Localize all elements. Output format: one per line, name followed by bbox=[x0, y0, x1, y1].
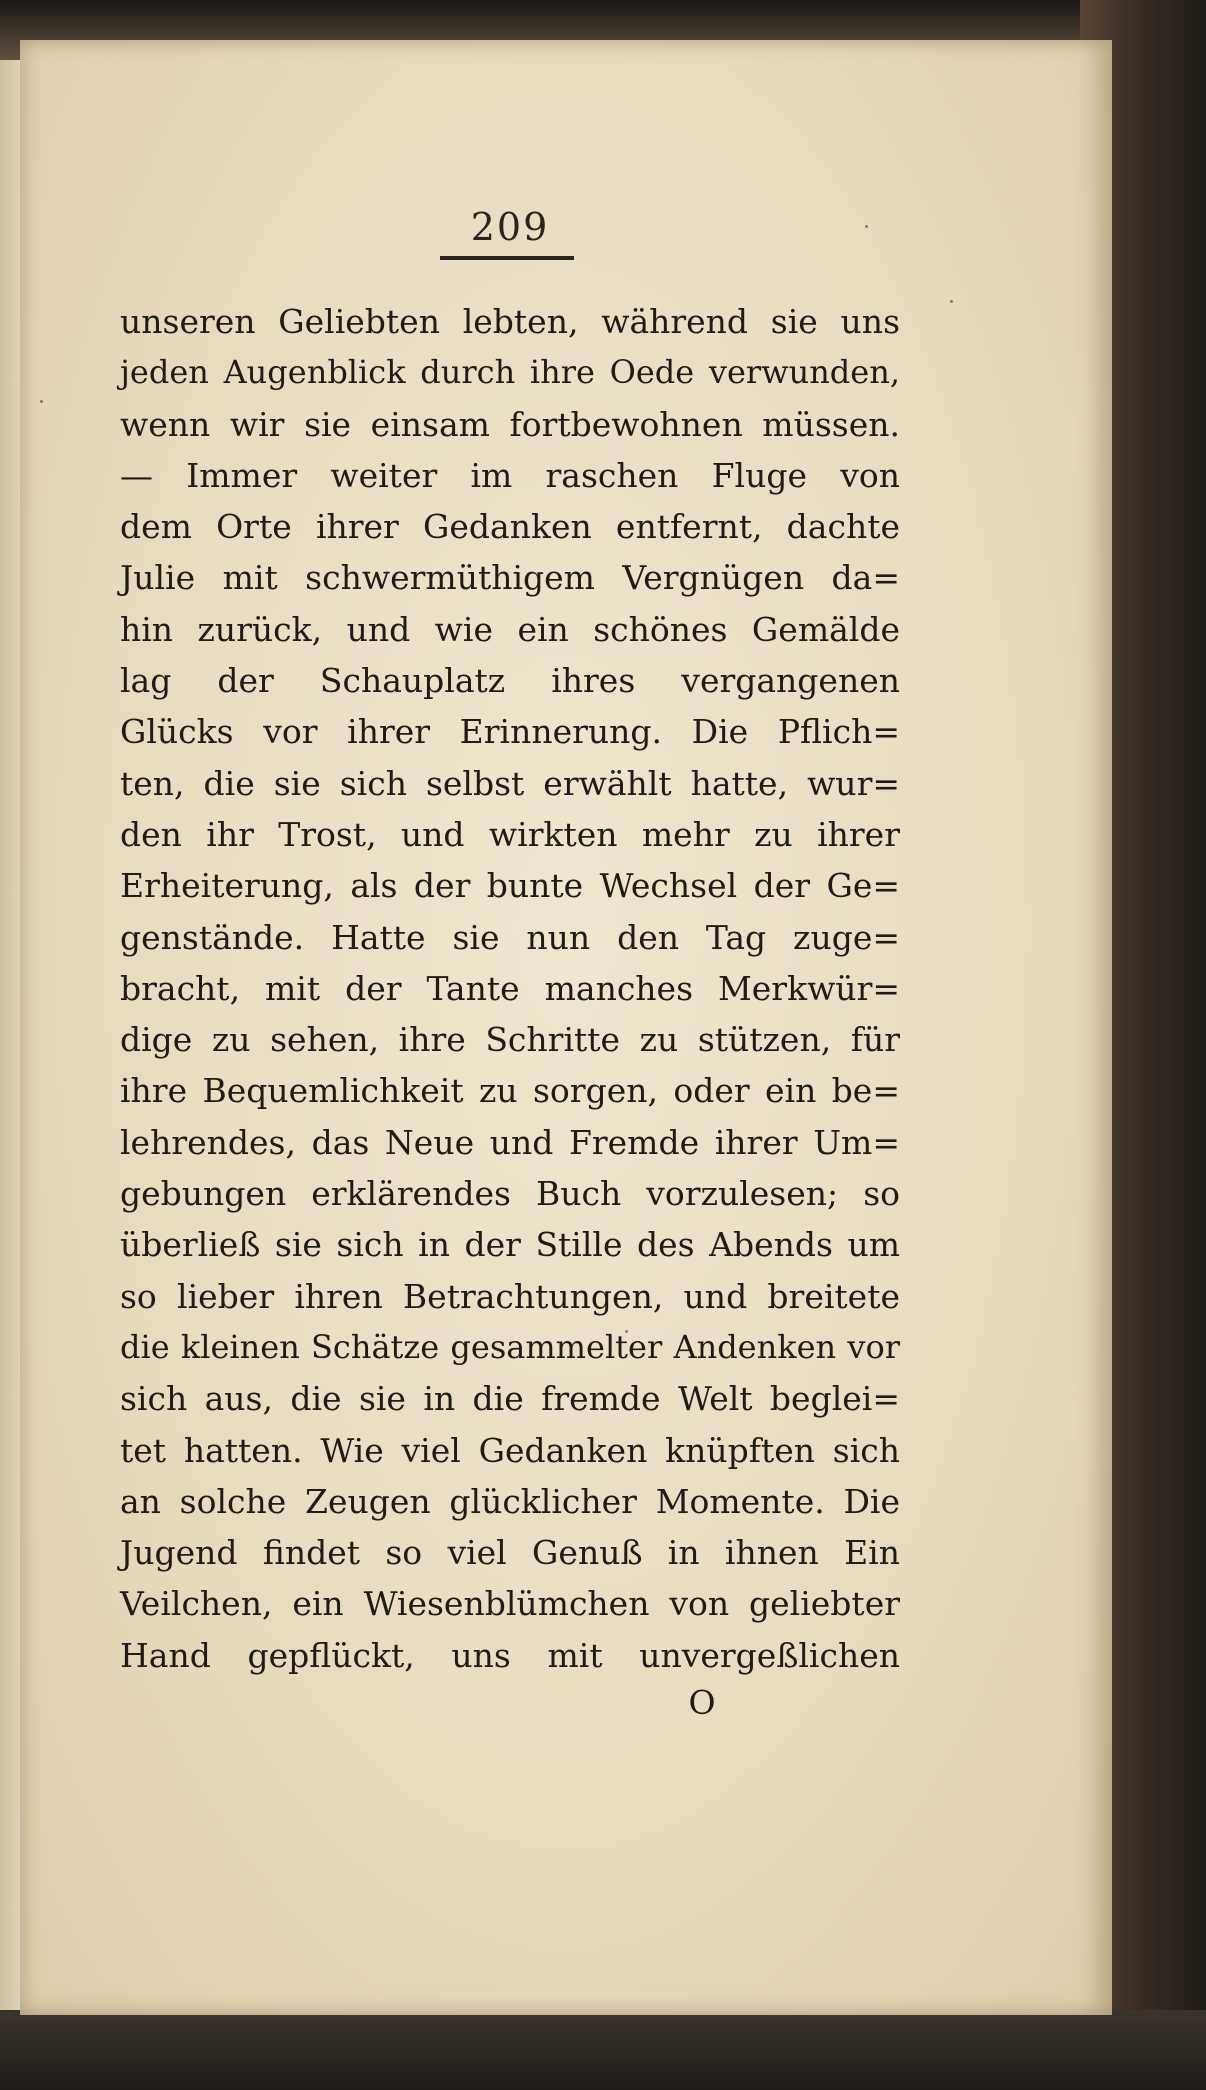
text-line: bracht, mit der Tante manches Merkwür= bbox=[120, 968, 900, 1008]
text-line: den ihr Trost, und wirkten mehr zu ihrer bbox=[120, 814, 900, 854]
text-line: die kleinen Schätze gesammelter Andenken vor bbox=[120, 1327, 900, 1366]
text-line: jeden Augenblick durch ihre Oede verwunden, bbox=[120, 353, 900, 392]
text-line: so lieber ihren Betrachtungen, und breitete bbox=[120, 1276, 900, 1316]
text-line: — Immer weiter im raschen Fluge von bbox=[120, 455, 900, 495]
paper-speck bbox=[40, 400, 43, 403]
text-line: Veilchen, ein Wiesenblümchen von geliebter bbox=[120, 1584, 900, 1624]
text-line: Julie mit schwermüthigem Vergnügen da= bbox=[120, 558, 900, 598]
paper-speck bbox=[865, 225, 868, 228]
catchword: O bbox=[688, 1683, 716, 1722]
text-line: hin zurück, und wie ein schönes Gemälde bbox=[120, 609, 900, 649]
text-line: tet hatten. Wie viel Gedanken knüpften sich bbox=[120, 1430, 900, 1470]
paper-speck bbox=[950, 300, 953, 303]
header-rule bbox=[440, 256, 574, 260]
page-number: 209 bbox=[470, 205, 550, 249]
text-line: Erheiterung, als der bunte Wechsel der Ge= bbox=[120, 866, 900, 906]
text-line: ihre Bequemlichkeit zu sorgen, oder ein be= bbox=[120, 1071, 900, 1111]
text-line: unseren Geliebten lebten, während sie uns bbox=[120, 302, 900, 341]
text-line: gebungen erklärendes Buch vorzulesen; so bbox=[120, 1174, 900, 1214]
book-cover-bottom bbox=[0, 2010, 1206, 2090]
text-line: lehrendes, das Neue und Fremde ihrer Um= bbox=[120, 1122, 900, 1162]
text-line: Hand gepflückt, uns mit unvergeßlichen bbox=[120, 1635, 900, 1675]
text-line: an solche Zeugen glücklicher Momente. Die bbox=[120, 1481, 900, 1521]
text-line: genstände. Hatte sie nun den Tag zuge= bbox=[120, 917, 900, 957]
text-line: lag der Schauplatz ihres vergangenen bbox=[120, 661, 900, 701]
text-line: dige zu sehen, ihre Schritte zu stützen, für bbox=[120, 1020, 900, 1060]
text-line: dem Orte ihrer Gedanken entfernt, dachte bbox=[120, 507, 900, 547]
text-line: Jugend findet so viel Genuß in ihnen Ein bbox=[120, 1533, 900, 1573]
text-line: überließ sie sich in der Stille des Abends um bbox=[120, 1225, 900, 1265]
text-line: sich aus, die sie in die fremde Welt beglei= bbox=[120, 1379, 900, 1419]
text-line: wenn wir sie einsam fortbewohnen müssen. bbox=[120, 404, 900, 444]
text-line: ten, die sie sich selbst erwählt hatte, wur= bbox=[120, 763, 900, 803]
body-text bbox=[120, 296, 900, 1681]
text-line: Glücks vor ihrer Erinnerung. Die Pflich= bbox=[120, 712, 900, 752]
